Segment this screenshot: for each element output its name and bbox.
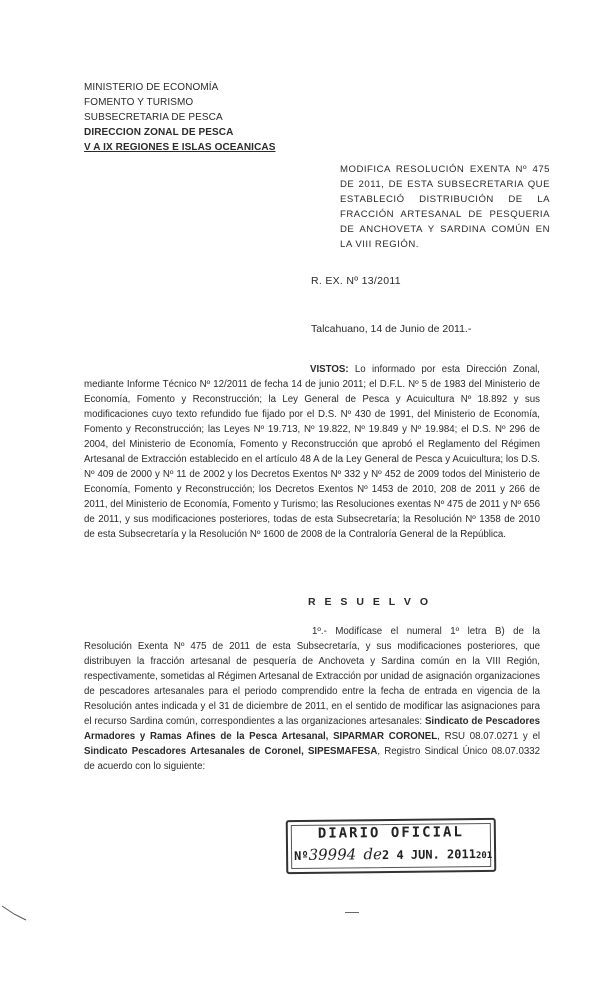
stamp-title: DIARIO OFICIAL bbox=[317, 824, 464, 842]
stamp-number-prefix: Nº bbox=[294, 848, 309, 864]
article-1-text-c: , Registro Sindical Único 08.07.0332 de acuerdo con lo siguiente: bbox=[84, 746, 540, 772]
margin-dash-mark bbox=[345, 912, 359, 913]
article-1-text-b: , RSU 08.07.0271 y el bbox=[437, 731, 541, 742]
stamp-number: 39994 bbox=[308, 845, 357, 864]
vistos-body: Lo informado por esta Dirección Zonal, mediante Informe Técnico Nº 12/2011 de fecha 14 de junio 2011; el D.F.L. Nº 5 de 1983 del Ministerio de Economía, Fomento y Reconstrucción; la Ley General de Pesca y Acuicultura Nº 18.892 y sus modificaciones cuyo texto refundido fue fijado por el D.S. Nº 430 de 1991, del Ministerio de Economía, Fomento y Reconstrucción; las Leyes Nº 19.713, Nº 19.822, Nº 19.849 y Nº 19.984; el D.S. Nº 296 de 2004, del Ministerio de Economía, Fomento y Reconstrucción que aprobó el Reglamento del Régimen Artesanal de Extracción establecido en el artículo 48 A de la Ley General de Pesca y Acuicultura; los D.S. Nº 409 de 2000 y Nº 11 de 2002 y los Decretos Exentos Nº 332 y Nº 452 de 2009 todos del Ministerio de Economía, Fomento y Reconstrucción; los Decretos Exentos Nº 1453 de 2010, 208 de 2011 y 266 de 2011, del Ministerio de Economía, Fomento y Turismo; las Resoluciones exentas Nº 475 de 2011 y Nº 656 de 2011, y sus modificaciones posteriores, todas de esta Subsecretaría; la Resolución Nº 1358 de 2010 de esta Subsecretaría y la Resolución Nº 1600 de 2008 de la Contraloría General de la República. bbox=[84, 364, 540, 540]
stamp-suffix: 201 bbox=[475, 850, 493, 862]
article-1-org-2: Sindicato Pescadores Artesanales de Coronel, SIPESMAFESA bbox=[84, 746, 378, 757]
article-1-text-a: Modifícase el numeral 1º letra B) de la Resolución Exenta Nº 475 de 2011 de esta Subsecretaría, y sus modificaciones posteriores, que distribuyen la fracción artesanal de pesquería de Anchoveta y Sardina común en la VIII Región, respectivamente, sometidas al Régimen Artesanal de Extracción por unidad de asignación organizaciones de pescadores artesanales para el periodo comprendido entre la fecha de entrada en vigencia de la Resolución antes indicada y el 31 de diciembre de 2011, en el sentido de modificar las asignaciones para el recurso Sardina común, correspondientes a las organizaciones artesanales: bbox=[84, 626, 540, 727]
resolution-subject: MODIFICA RESOLUCIÓN EXENTA Nº 475 DE 2011, DE ESTA SUBSECRETARIA QUE ESTABLECIÓ DISTRIBUCIÓN DE LA FRACCIÓN ARTESANAL DE PESQUERIA DE ANCHOVETA Y SARDINA COMÚN EN LA VIII REGIÓN. bbox=[340, 164, 550, 250]
letterhead bbox=[84, 80, 275, 155]
resuelvo-heading: R E S U E L V O bbox=[308, 596, 431, 608]
stamp-number-row bbox=[294, 844, 492, 864]
article-1-org-1: Sindicato de Pescadores Armadores y Ramas Afines de la Pesca Artesanal, SIPARMAR CORONEL bbox=[84, 716, 541, 742]
article-1-paragraph bbox=[84, 624, 540, 774]
resolution-number: R. EX. Nº 13/2011 bbox=[311, 275, 401, 287]
margin-corner-mark bbox=[0, 904, 30, 924]
vistos-paragraph bbox=[84, 362, 540, 542]
diario-oficial-stamp bbox=[286, 818, 497, 874]
letterhead-ministry: MINISTERIO DE ECONOMÍA bbox=[84, 82, 219, 93]
stamp-date: 2 4 JUN. 2011 bbox=[381, 847, 476, 863]
place-date: Talcahuano, 14 de Junio de 2011.- bbox=[311, 323, 472, 335]
letterhead-fomento: FOMENTO Y TURISMO bbox=[84, 97, 194, 108]
letterhead-regiones: V A IX REGIONES E ISLAS OCEANICAS bbox=[84, 142, 276, 153]
letterhead-direccion: DIRECCION ZONAL DE PESCA bbox=[84, 127, 234, 138]
vistos-keyword: VISTOS: bbox=[310, 364, 349, 375]
letterhead-subsecretaria: SUBSECRETARIA DE PESCA bbox=[84, 112, 223, 123]
article-1-number: 1º.- bbox=[312, 626, 327, 637]
stamp-de: de bbox=[363, 845, 383, 864]
